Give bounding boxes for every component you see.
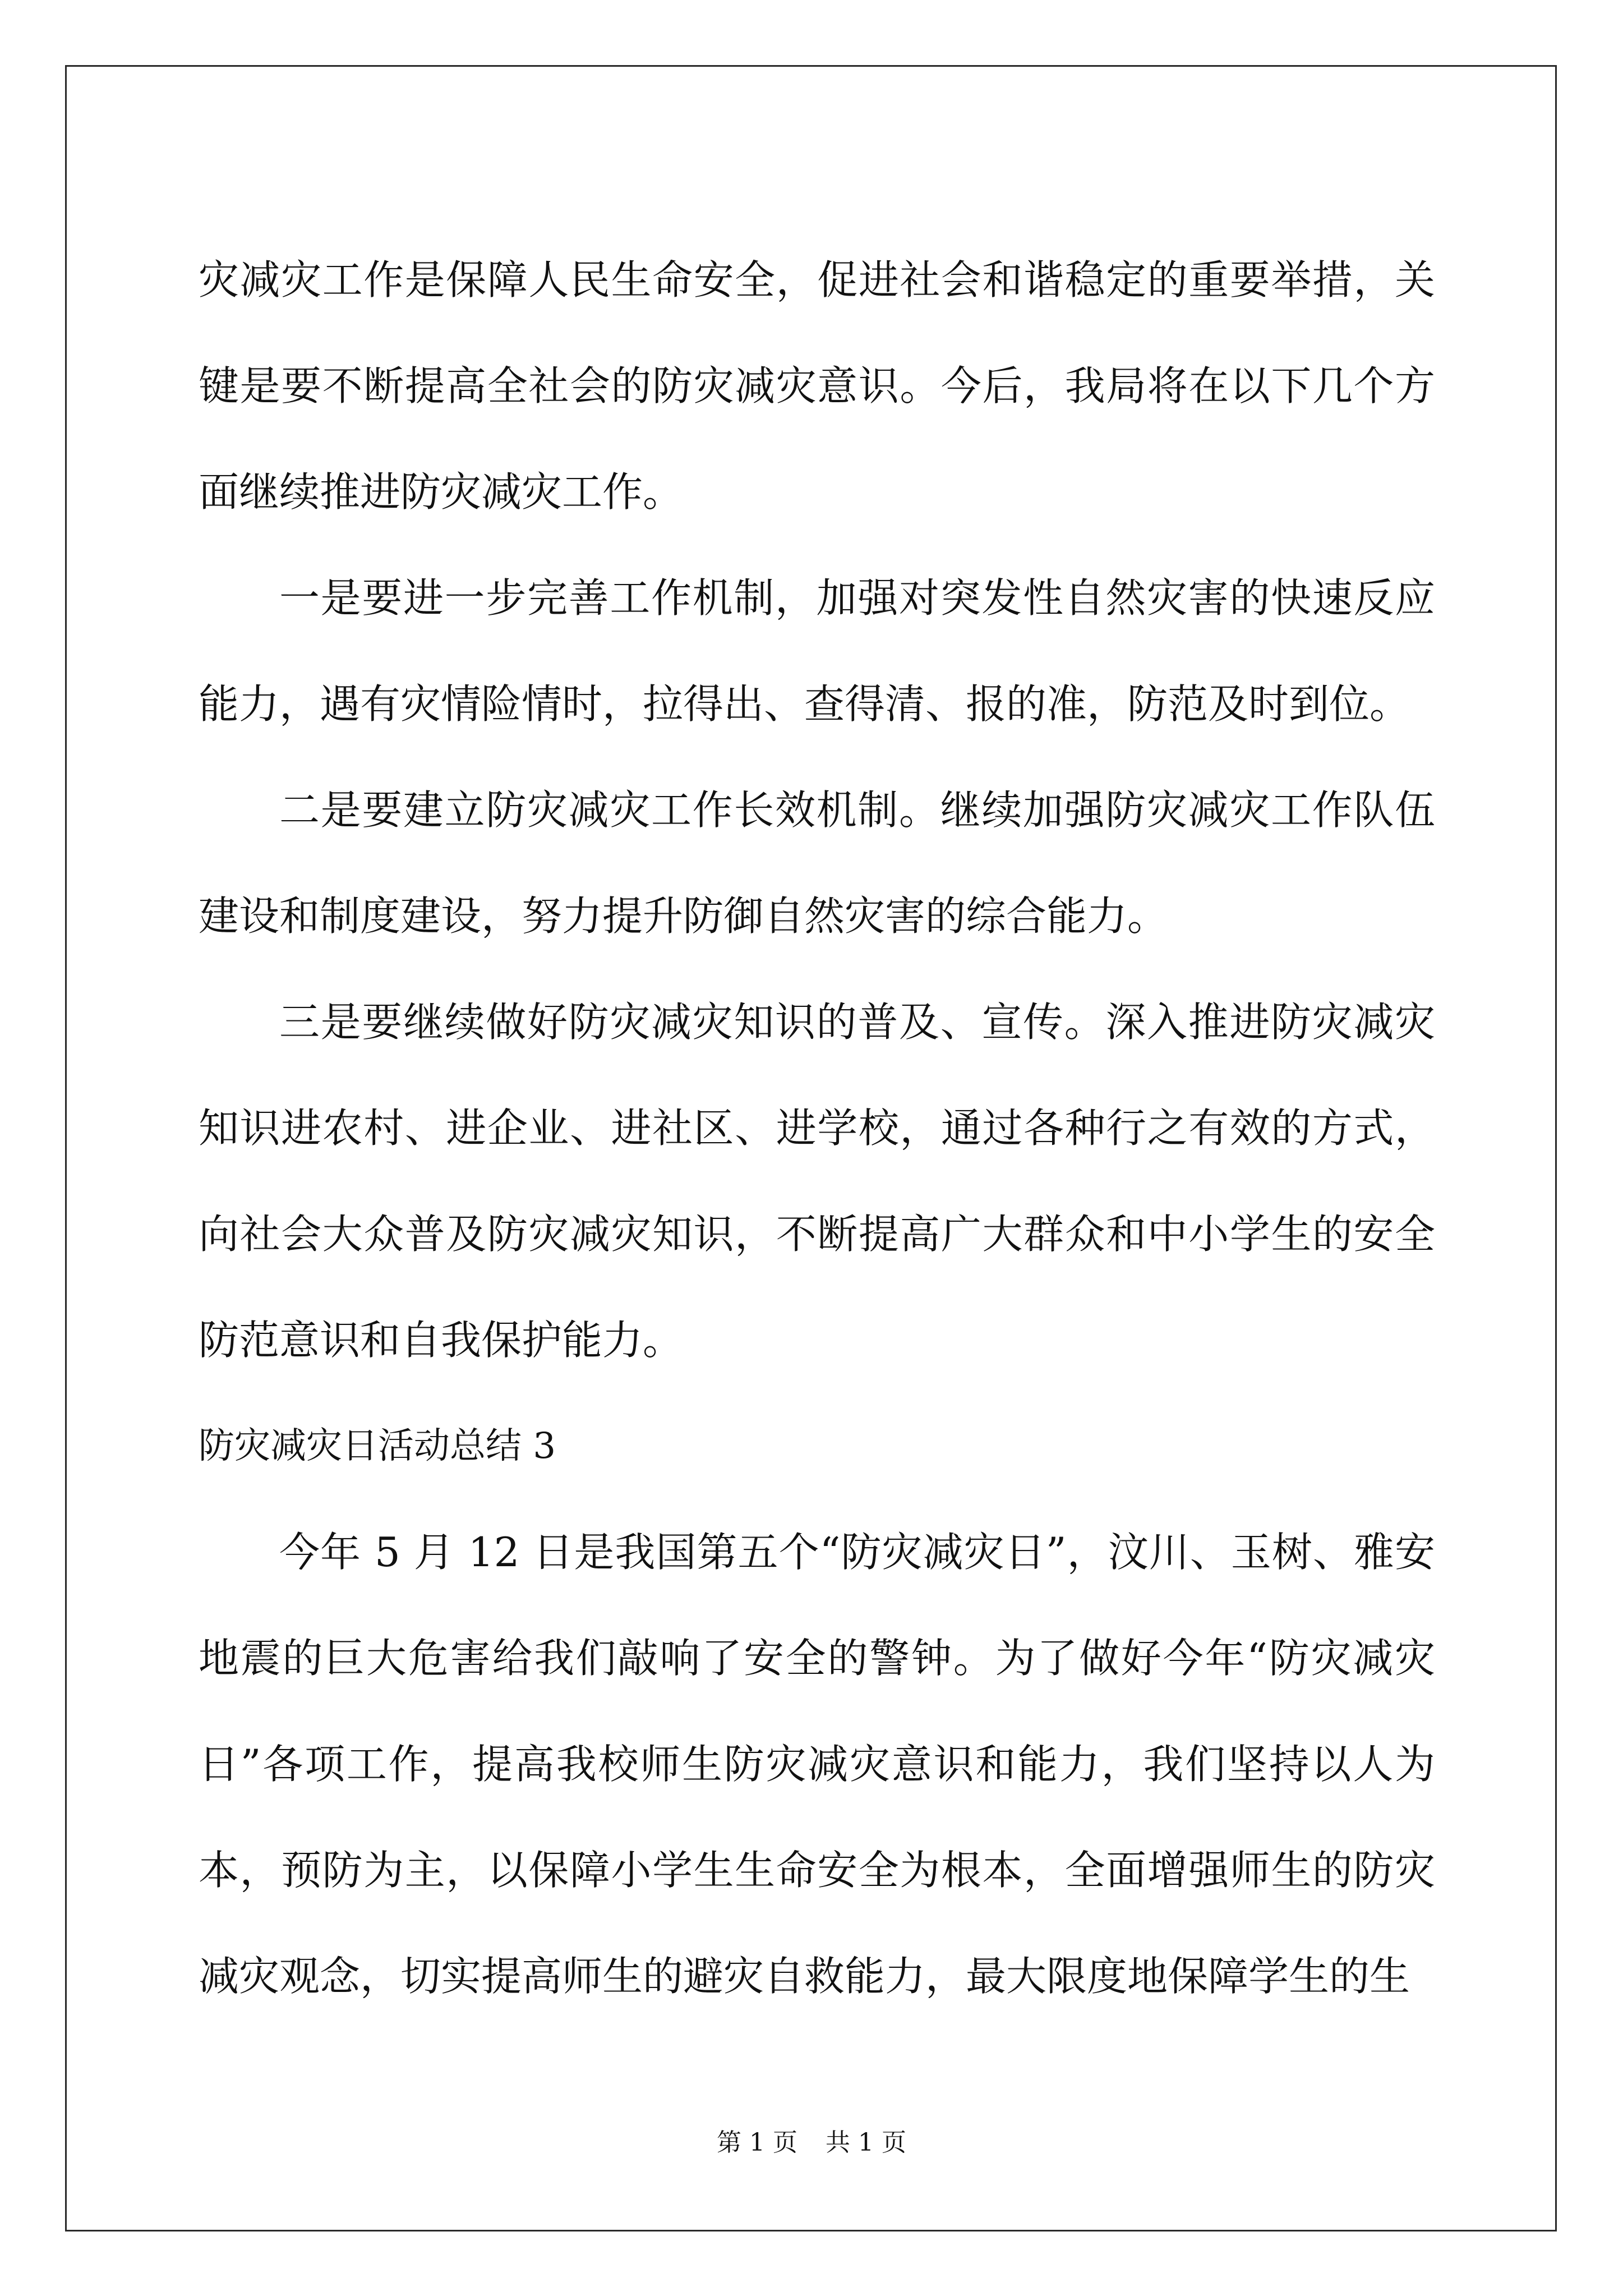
- paragraph-3: 二是要建立防灾减灾工作长效机制。继续加强防灾减灾工作队伍建设和制度建设，努力提升防御自然灾害的综合能力。: [199, 786, 1435, 940]
- paragraph-1: 灾减灾工作是保障人民生命安全，促进社会和谐稳定的重要举措，关键是要不断提高全社会的防灾减灾意识。今后，我局将在以下几个方面继续推进防灾减灾工作。: [199, 256, 1435, 516]
- paragraph-4: 三是要继续做好防灾减灾知识的普及、宣传。深入推进防灾减灾知识进农村、进企业、进社区、进学校，通过各种行之有效的方式，向社会大众普及防灾减灾知识，不断提高广大群众和中小学生的安全防范意识和自我保护能力。: [199, 999, 1435, 1364]
- paragraph-2: 一是要进一步完善工作机制，加强对突发性自然灾害的快速反应能力，遇有灾情险情时，拉得出、查得清、报的准，防范及时到位。: [199, 574, 1435, 728]
- paragraph-5: 今年 5 月 12 日是我国第五个“防灾减灾日”，汶川、玉树、雅安地震的巨大危害给我们敲响了安全的警钟。为了做好今年“防灾减灾日”各项工作，提高我校师生防灾减灾意识和能力，我们坚持以人为本，预防为主，以保障小学生生命安全为根本，全面增强师生的防灾减灾观念，切实提高师生的避灾自救能力，最大限度地保障学生的生: [199, 1529, 1435, 2000]
- page-footer: [0, 2126, 1623, 2160]
- document-body: [199, 227, 1435, 2030]
- section-heading: 防灾减灾日活动总结 3: [199, 1425, 556, 1467]
- page-number-label: 第 1 页: [717, 2128, 797, 2157]
- page-total-label: 共 1 页: [826, 2128, 906, 2157]
